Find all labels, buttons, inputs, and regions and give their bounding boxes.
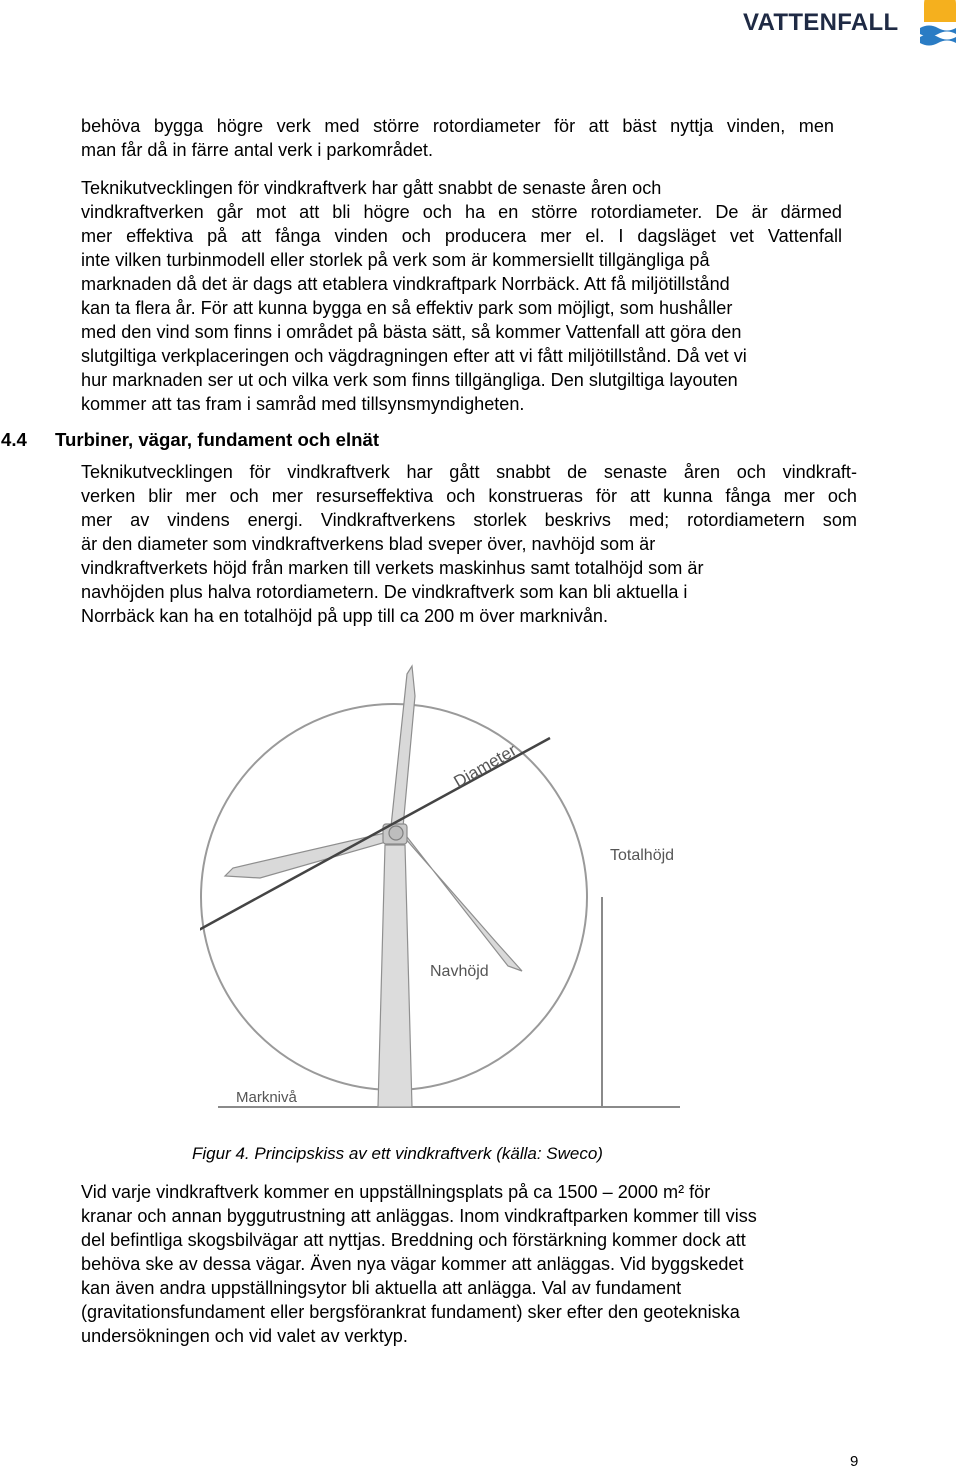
text-line: slutgiltiga verkplaceringen och vägdragningen efter att vi fått miljötillstånd. Då vet vi <box>81 346 747 366</box>
vattenfall-logo <box>736 0 960 52</box>
text-line: hur marknaden ser ut och vilka verk som finns tillgängliga. Den slutgiltiga layouten <box>81 370 738 390</box>
text-line: marknaden då det är dags att etablera vindkraftpark Norrbäck. Att få miljötillstånd <box>81 274 730 294</box>
text-line: (gravitationsfundament eller bergsförankrat fundament) sker efter den geotekniska <box>81 1302 740 1322</box>
vattenfall-emblem-icon <box>918 0 958 50</box>
text-line: man får då in färre antal verk i parkområdet. <box>81 140 433 160</box>
paragraph-installation-site <box>81 1180 861 1348</box>
text-line: Teknikutvecklingen för vindkraftverk har gått snabbt de senaste åren och vindkraft- <box>81 462 857 482</box>
text-line: vindkraftverken går mot att bli högre och ha en större rotordiameter. De är därmed <box>81 202 842 222</box>
diameter-label: Diameter <box>450 740 520 792</box>
section-heading <box>0 428 379 452</box>
text-line: inte vilken turbinmodell eller storlek på verk som är kommersiellt tillgängliga på <box>81 250 710 270</box>
hub <box>389 826 403 840</box>
text-line: undersökningen och vid valet av verktyp. <box>81 1326 408 1346</box>
ground-level-label: Marknivå <box>236 1089 297 1106</box>
text-line: kan även andra uppställningsytor bli aktuella att anlägga. Val av fundament <box>81 1278 682 1298</box>
total-height-label: Totalhöjd <box>610 847 675 864</box>
text-line: behöva ske av dessa vägar. Även nya vägar kommer att anläggas. Vid byggskedet <box>81 1254 744 1274</box>
hub-height-label: Navhöjd <box>430 963 489 980</box>
text-line: med den vind som finns i området på bästa sätt, så kommer Vattenfall att göra den <box>81 322 742 342</box>
text-line: Teknikutvecklingen för vindkraftverk har gått snabbt de senaste åren och <box>81 178 662 198</box>
text-line: navhöjden plus halva rotordiametern. De vindkraftverk som kan bli aktuella i <box>81 582 688 602</box>
text-line: kan ta flera år. För att kunna bygga en så effektiv park som möjligt, som hushåller <box>81 298 733 318</box>
text-line: är den diameter som vindkraftverkens blad sveper över, navhöjd som är <box>81 534 656 554</box>
section-number: 4.4 <box>1 429 27 450</box>
text-line: del befintliga skogsbilvägar att nyttjas. Breddning och förstärkning kommer dock att <box>81 1230 746 1250</box>
text-line: mer effektiva på att fånga vinden och producera mer el. I dagsläget vet Vattenfall <box>81 226 842 246</box>
figure-caption: Figur 4. Principskiss av ett vindkraftverk (källa: Sweco) <box>192 1144 603 1163</box>
section-title: Turbiner, vägar, fundament och elnät <box>55 429 380 450</box>
text-line: Vid varje vindkraftverk kommer en uppställningsplats på ca 1500 – 2000 m² för <box>81 1182 711 1202</box>
text-line: verken blir mer och mer resurseffektiva och konstrueras för att kunna fånga mer och <box>81 486 857 506</box>
paragraph-turbine-size <box>81 460 857 628</box>
paragraph-rotor-intro <box>81 114 834 162</box>
wind-turbine-diagram <box>200 640 700 1120</box>
logo-wordmark: VATTENFALL <box>743 9 899 36</box>
text-line: vindkraftverkets höjd från marken till verkets maskinhus samt totalhöjd som är <box>81 558 704 578</box>
text-line: mer av vindens energi. Vindkraftverkens storlek beskrivs med; rotordiametern som <box>81 510 857 530</box>
page-number: 9 <box>850 1453 859 1470</box>
text-line: behöva bygga högre verk med större rotordiameter för att bäst nyttja vinden, men <box>81 116 834 136</box>
tower <box>378 845 412 1107</box>
text-line: Norrbäck kan ha en totalhöjd på upp till ca 200 m över marknivån. <box>81 606 609 626</box>
text-line: kommer att tas fram i samråd med tillsynsmyndigheten. <box>81 394 525 414</box>
text-line: kranar och annan byggutrustning att anläggas. Inom vindkraftparken kommer till viss <box>81 1206 757 1226</box>
rotor-blade-upper <box>390 666 415 838</box>
rotor-blade-right <box>400 828 522 971</box>
paragraph-technology-development <box>81 176 842 416</box>
wind-turbine-illustration <box>200 640 700 1115</box>
